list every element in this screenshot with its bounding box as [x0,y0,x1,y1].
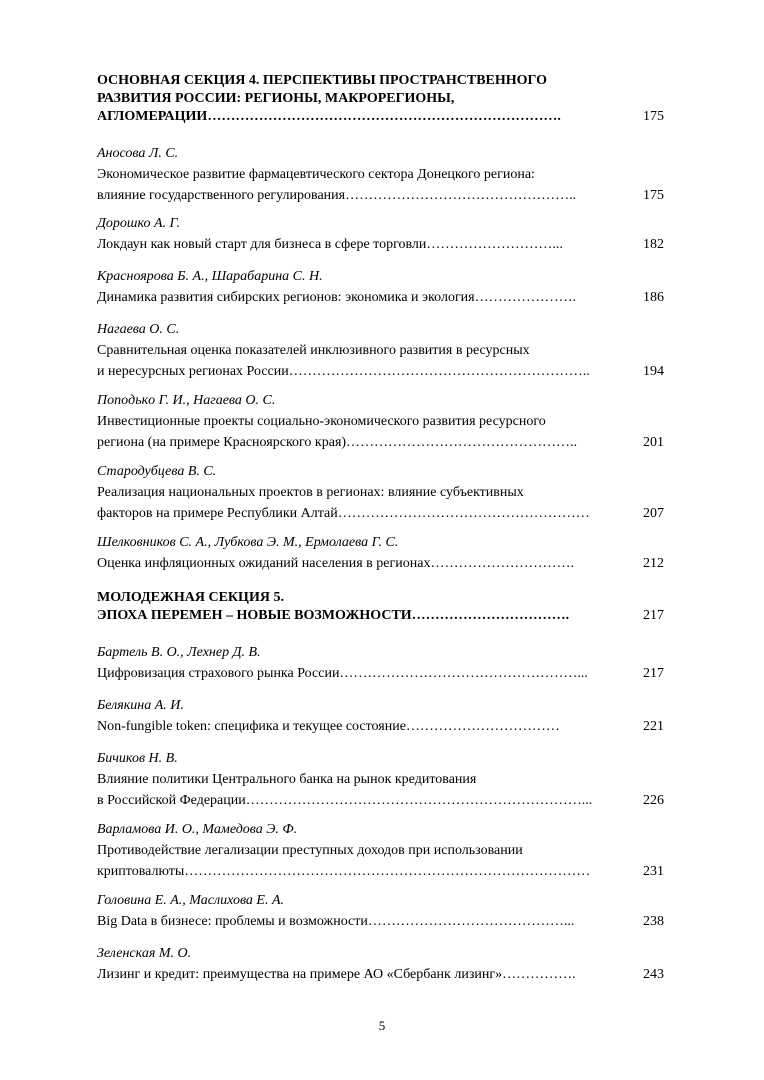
entry-authors: Красноярова Б. А., Шарабарина С. Н. [97,269,323,284]
section-title-line [97,108,667,126]
entry-title-text: Лизинг и кредит: преимущества на примере АО «Сбербанк лизинг»……………. [97,967,576,982]
entry-authors: Зеленская М. О. [97,946,192,961]
entry-title-text: и нересурсных регионах России……………………………………………………….. [97,364,590,379]
toc-entry [97,695,667,737]
entry-title-line [97,287,667,308]
toc-entry [97,143,667,206]
entry-title-line: Реализация национальных проектов в регионах: влияние субъективных [97,485,524,500]
entry-title-text: влияние государственного регулирования………………………………………….. [97,188,577,203]
page-ref: 243 [643,967,664,982]
entry-title-text: Локдаун как новый старт для бизнеса в сфере торговли………………………... [97,237,563,252]
entry-title-text: Цифровизация страхового рынка России……………………………………………... [97,666,588,681]
page-ref: 175 [643,188,664,203]
toc-entry [97,943,667,985]
page-ref: 221 [643,719,664,734]
toc-entry [97,319,667,382]
entry-title-line [97,861,667,882]
toc-entry [97,266,667,308]
entry-authors: Стародубцева В. С. [97,464,217,479]
entry-title-line [97,663,667,684]
page-ref: 194 [643,364,664,379]
entry-title-line [97,964,667,985]
section-title-text: АГЛОМЕРАЦИИ…………………………………………………………………. [97,109,561,124]
page-ref: 217 [643,608,664,623]
entry-authors: Аносова Л. С. [97,146,179,161]
entry-title-text: Non-fungible token: специфика и текущее состояние…………………………… [97,719,560,734]
toc-section-heading [97,72,667,126]
entry-authors: Пoпoдькo Г. И., Нагаева О. С. [97,393,276,408]
toc-entry [97,748,667,811]
entry-title-line: Инвестиционные проекты социально-экономического развития ресурсного [97,414,546,429]
entry-title-line [97,553,667,574]
entry-title-text: Big Data в бизнесе: проблемы и возможности……………………………………... [97,914,575,929]
entry-title-line [97,716,667,737]
entry-authors: Дорошко А. Г. [97,216,180,231]
section-title-text: ЭПОХА ПЕРЕМЕН – НОВЫЕ ВОЗМОЖНОСТИ……………………………. [97,608,570,623]
toc-entry [97,390,667,453]
page-ref: 201 [643,435,664,450]
section-title-line: РАЗВИТИЯ РОССИИ: РЕГИОНЫ, МАКРОРЕГИОНЫ, [97,91,455,106]
entry-authors: Головина Е. А., Маслихова Е. А. [97,893,285,908]
toc-entry [97,532,667,574]
page-ref: 186 [643,290,664,305]
entry-authors: Бартель В. О., Лехнер Д. В. [97,645,261,660]
toc-entry [97,642,667,684]
entry-title-line [97,234,667,255]
entry-title-line [97,790,667,811]
entry-authors: Шелковников С. А., Лубкова Э. М., Ермолаева Г. С. [97,535,399,550]
entry-title-text: в Российской Федерации………………………………………………………………... [97,793,593,808]
entry-title-line: Сравнительная оценка показателей инклюзивного развития в ресурсных [97,343,530,358]
entry-title-line [97,503,667,524]
section-title-line: МОЛОДЕЖНАЯ СЕКЦИЯ 5. [97,590,284,605]
page-number: 5 [378,1018,386,1033]
page-ref: 207 [643,506,664,521]
toc-entry [97,819,667,882]
entry-title-text: Динамика развития сибирских регионов: экономика и экология…………………. [97,290,577,305]
entry-title-text: криптовалюты…………………………………………………………………………… [97,864,591,879]
page-ref: 217 [643,666,664,681]
toc-entry [97,890,667,932]
entry-title-line: Экономическое развитие фармацевтического сектора Донецкого региона: [97,167,535,182]
page-ref: 238 [643,914,664,929]
page-ref: 175 [643,109,664,124]
entry-authors: Варламова И. О., Мамедова Э. Ф. [97,822,298,837]
entry-title-line: Противодействие легализации преступных доходов при использовании [97,843,523,858]
page-ref: 182 [643,237,664,252]
toc-section-heading [97,589,667,625]
entry-authors: Нагаева О. С. [97,322,180,337]
section-title-line: ОСНОВНАЯ СЕКЦИЯ 4. ПЕРСПЕКТИВЫ ПРОСТРАНСТВЕННОГО [97,73,548,88]
page-ref: 231 [643,864,664,879]
toc-entry [97,213,667,255]
entry-authors: Белякина А. И. [97,698,184,713]
entry-title-text: факторов на примере Республики Алтай……………………………………………… [97,506,590,521]
entry-title-text: региона (на примере Красноярского края)………………………………………….. [97,435,578,450]
entry-title-line [97,432,667,453]
entry-title-text: Оценка инфляционных ожиданий населения в регионах…………………………. [97,556,574,571]
entry-title-line [97,911,667,932]
entry-title-line: Влияние политики Центрального банка на рынок кредитования [97,772,477,787]
page-ref: 226 [643,793,664,808]
entry-title-line [97,185,667,206]
page-ref: 212 [643,556,664,571]
toc-entry [97,461,667,524]
entry-title-line [97,361,667,382]
section-title-line [97,607,667,625]
entry-authors: Бичиков Н. В. [97,751,178,766]
